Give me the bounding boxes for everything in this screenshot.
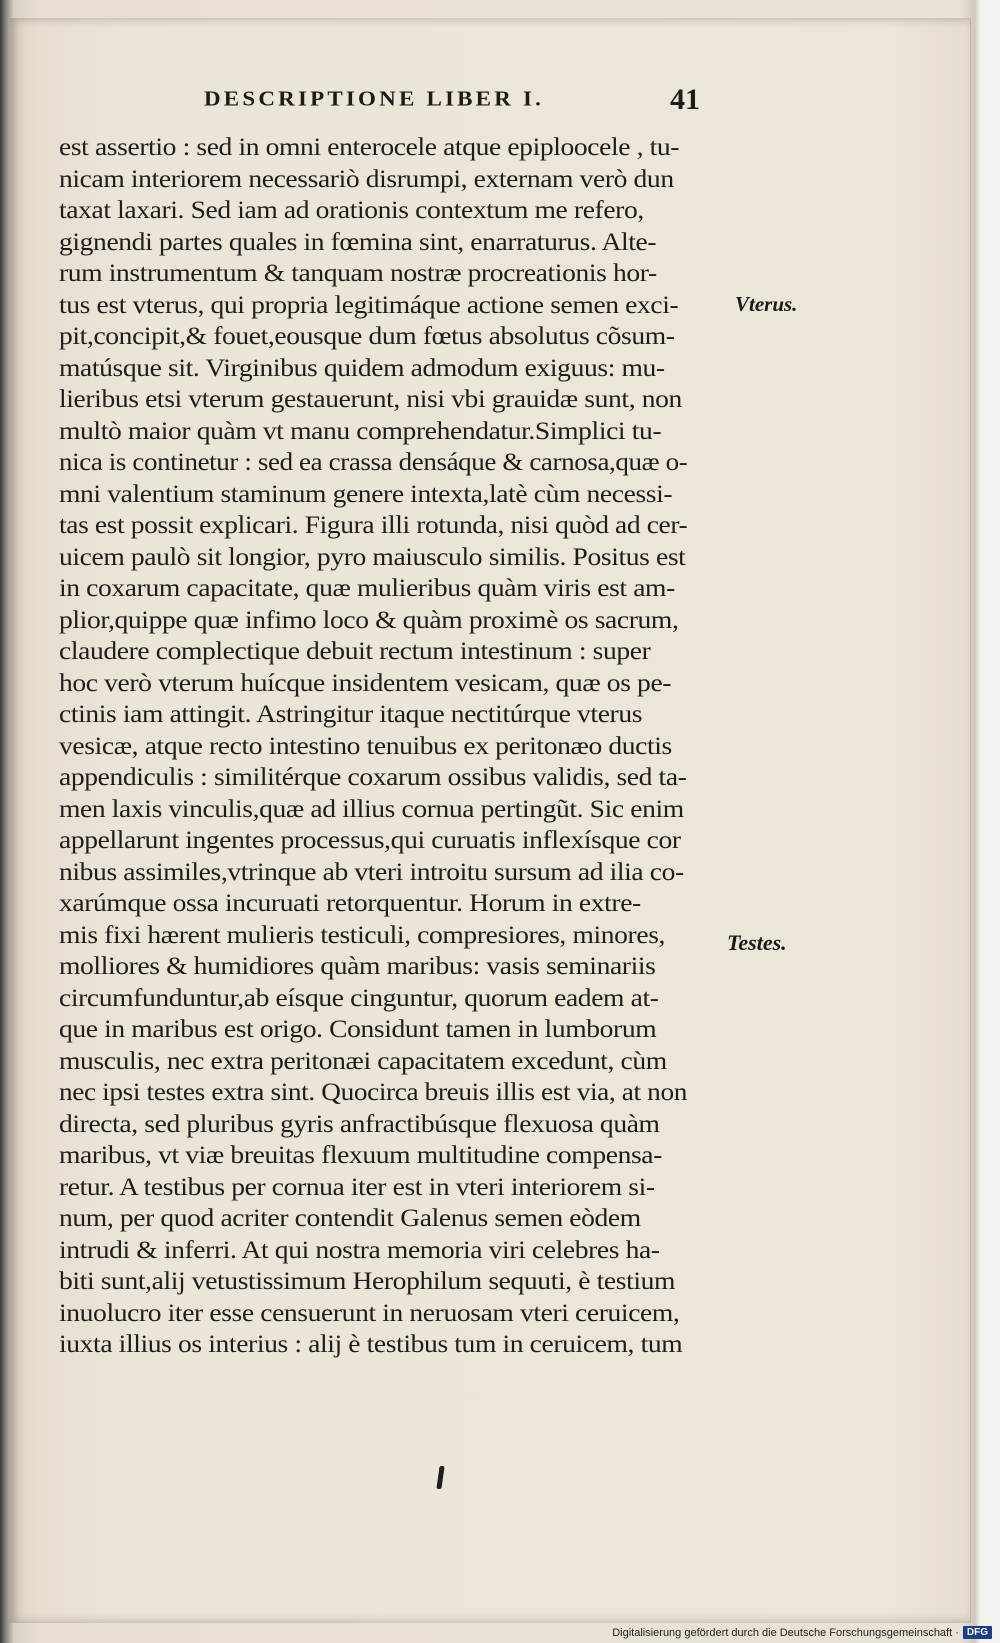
- text-line: mni valentium staminum genere intexta,latè cùm necessi-: [59, 478, 673, 508]
- text-line: uicem paulò sit longior, pyro maiusculo similis. Positus est: [59, 541, 686, 571]
- text-line: nibus assimiles,vtrinque ab vteri introitu sursum ad ilia co-: [59, 856, 684, 886]
- text-line: num, per quod acriter contendit Galenus semen eòdem: [59, 1203, 641, 1232]
- text-line: tus est vterus, qui propria legitimáque actione semen exci-: [59, 289, 679, 319]
- text-line: est assertio : sed in omni enterocele atque epiploocele , tu-: [59, 132, 680, 161]
- text-line: multò maior quàm vt manu comprehendatur.Simplici tu-: [59, 415, 662, 445]
- page-number: 41: [670, 83, 700, 116]
- body-text: [59, 131, 739, 1360]
- dfg-logo: DFG: [963, 1626, 992, 1639]
- text-line: hoc verò vterum huícque insidentem vesicam, quæ os pe-: [59, 667, 672, 697]
- marginal-note-testes: Testes.: [727, 930, 787, 955]
- text-line: tas est possit explicari. Figura illi rotunda, nisi quòd ad cer-: [59, 510, 688, 539]
- text-line: ctinis iam attingit. Astringitur itaque nectitúrque vterus: [59, 699, 643, 728]
- text-line: rum instrumentum & tanquam nostræ procreationis hor-: [59, 258, 657, 287]
- text-line: vesicæ, atque recto intestino tenuibus ex peritonæo ductis: [59, 730, 672, 760]
- text-line: molliores & humidiores quàm maribus: vasis seminariis: [59, 951, 656, 980]
- text-line: retur. A testibus per cornua iter est in vteri interiorem si-: [59, 1171, 655, 1201]
- text-line: matúsque sit. Virginibus quidem admodum exiguus: mu-: [59, 352, 665, 382]
- text-line: lieribus etsi vterum gestauerunt, nisi vbi grauidæ sunt, non: [59, 384, 682, 413]
- text-line: que in maribus est origo. Considunt tamen in lumborum: [59, 1014, 657, 1043]
- text-line: iuxta illius os interius : alij è testibus tum in ceruicem, tum: [59, 1329, 683, 1358]
- text-line: maribus, vt viæ breuitas flexuum multitudine compensa-: [59, 1140, 662, 1169]
- text-line: claudere complectique debuit rectum intestinum : super: [59, 636, 651, 665]
- marginal-note-uterus: Vterus.: [735, 292, 798, 316]
- text-line: appendiculis : similitérque coxarum ossibus validis, sed ta-: [59, 762, 687, 791]
- running-title: DESCRIPTIONE LIBER I.: [204, 87, 545, 111]
- text-line: plior,quippe quæ infimo loco & quàm proximè os sacrum,: [59, 604, 679, 634]
- text-line: musculis, nec extra peritonæi capacitatem excedunt, cùm: [59, 1045, 667, 1075]
- text-line: xarúmque ossa incuruati retorquentur. Horum in extre-: [59, 888, 641, 917]
- text-line: gignendi partes quales in fœmina sint, enarraturus. Alte-: [59, 226, 657, 256]
- text-line: directa, sed pluribus gyris anfractibúsque flexuosa quàm: [59, 1108, 660, 1138]
- text-line: taxat laxari. Sed iam ad orationis contextum me refero,: [59, 195, 644, 224]
- text-line: biti sunt,alij vetustissimum Herophilum sequuti, è testium: [59, 1266, 676, 1295]
- text-line: intrudi & inferri. At qui nostra memoria viri celebres ha-: [59, 1234, 660, 1264]
- text-line: circumfunduntur,ab eísque cinguntur, quorum eadem at-: [59, 982, 659, 1012]
- text-line: men laxis vinculis,quæ ad illius cornua pertingũt. Sic enim: [59, 793, 684, 823]
- digitization-footer: [612, 1626, 992, 1639]
- text-line: nec ipsi testes extra sint. Quocirca breuis illis est via, at non: [59, 1077, 687, 1106]
- text-line: appellarunt ingentes processus,qui curuatis inflexísque cor: [59, 825, 681, 854]
- text-line: inuolucro iter esse censuerunt in neruosam vteri ceruicem,: [59, 1297, 680, 1327]
- text-line: nicam interiorem necessariò disrumpi, externam verò dun: [59, 163, 674, 193]
- running-head: [204, 83, 724, 126]
- text-line: in coxarum capacitate, quæ mulieribus quàm viris est am-: [59, 573, 675, 602]
- text-line: mis fixi hærent mulieris testiculi, compresiores, minores,: [59, 919, 666, 949]
- text-line: nica is continetur : sed ea crassa densáque & carnosa,quæ o-: [59, 447, 688, 476]
- text-line: pit,concipit,& fouet,eousque dum fœtus absolutus cõsum-: [59, 321, 675, 350]
- funding-credit: Digitalisierung gefördert durch die Deutsche Forschungsgemeinschaft ·: [612, 1626, 959, 1639]
